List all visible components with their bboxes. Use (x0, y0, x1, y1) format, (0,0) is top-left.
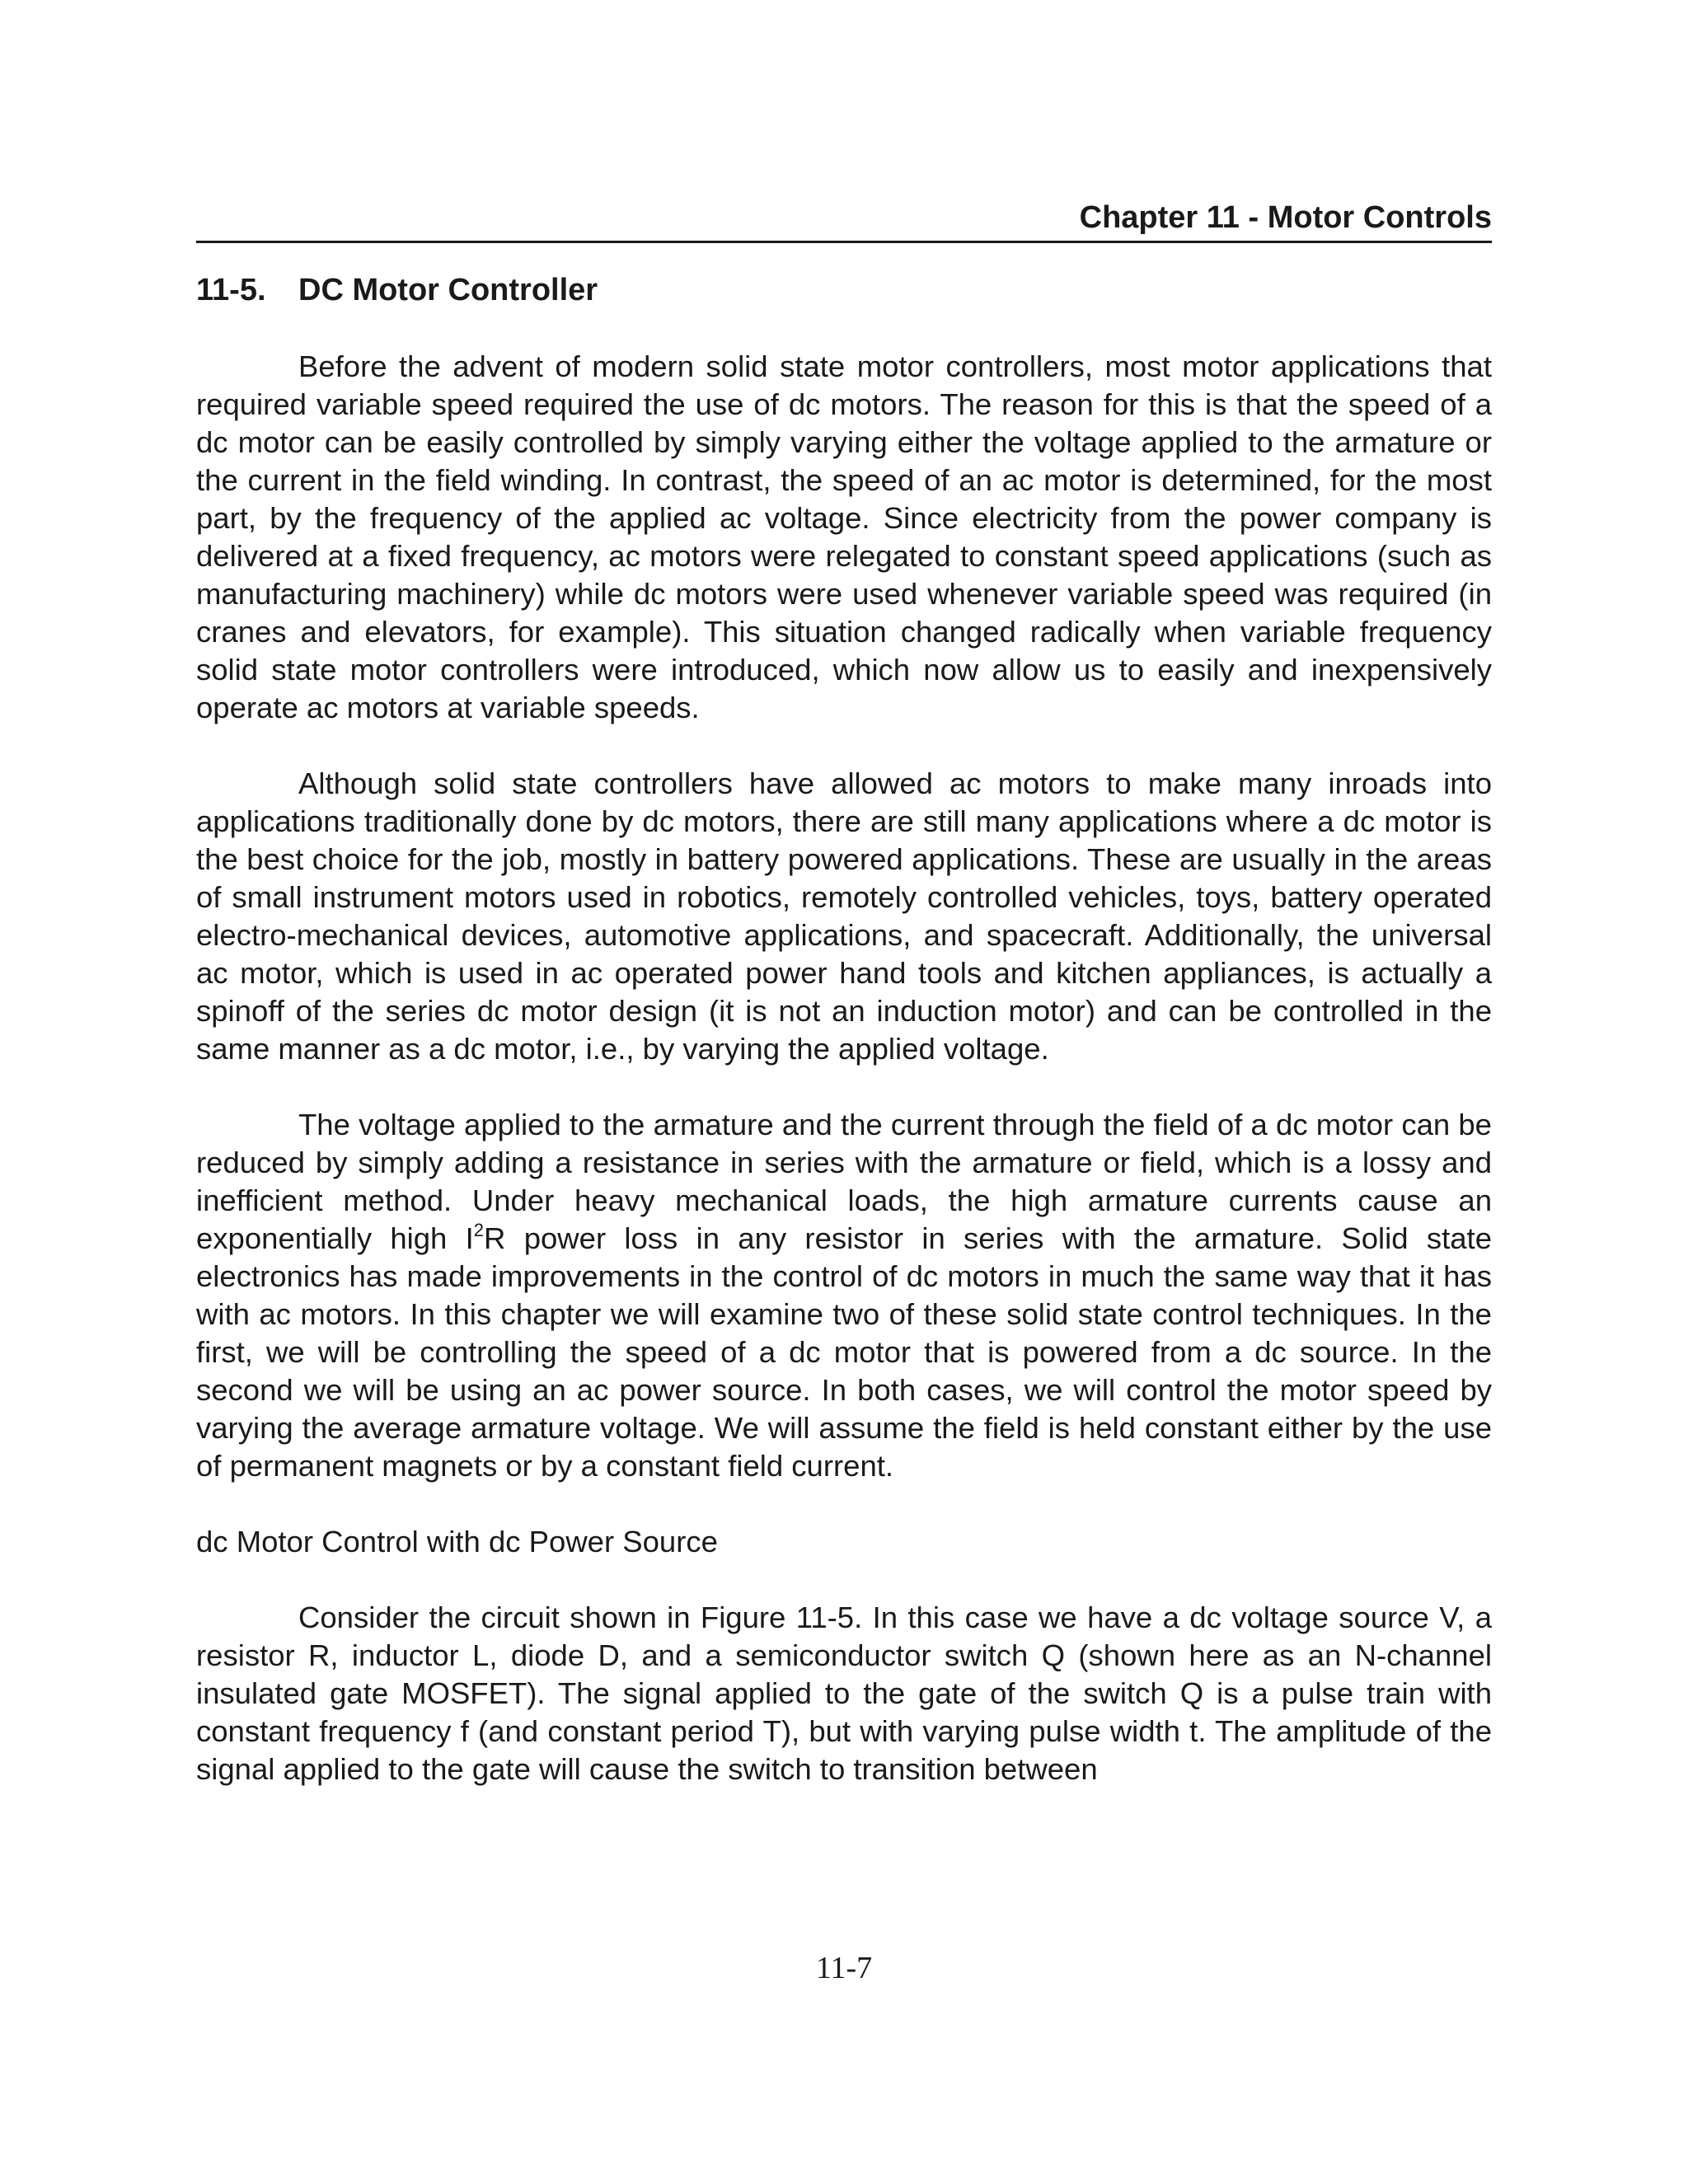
running-header: Chapter 11 - Motor Controls (1079, 200, 1492, 235)
paragraph-3-text-b: R power loss in any resistor in series with the armature. Solid state electronics has made improvements in the control of dc motors in much the same way that it has with ac motors. In this chapter we will examine two of these solid state control techniques. In the first, we will be controlling the speed of a dc motor that is powered from a dc source. In the second we will be using an ac power source. In both cases, we will control the motor speed by varying the average armature voltage. We will assume the field is held constant either by the use of permanent magnets or by a constant field current. (196, 1221, 1492, 1483)
superscript-2: 2 (473, 1219, 485, 1240)
paragraph-2: Although solid state controllers have allowed ac motors to make many inroads into applications traditionally done by dc motors, there are still many applications where a dc motor is the best choice for the job, mostly in battery powered applications. These are usually in the areas of small instrument motors used in robotics, remotely controlled vehicles, toys, battery operated electro-mechanical devices, automotive applications, and spacecraft. Additionally, the universal ac motor, which is used in ac operated power hand tools and kitchen appliances, is actually a spinoff of the series dc motor design (it is not an induction motor) and can be controlled in the same manner as a dc motor, i.e., by varying the applied voltage. (196, 766, 1492, 1066)
section-number: 11-5. (196, 273, 266, 307)
document-page (196, 0, 1492, 2184)
page-number: 11-7 (815, 1951, 873, 1985)
body-text (196, 348, 1492, 1788)
paragraph-4: Consider the circuit shown in Figure 11-5. In this case we have a dc voltage source V, a resistor R, inductor L, diode D, and a semiconductor switch Q (shown here as an N-channel insulated gate MOSFET). The signal applied to the gate of the switch Q is a pulse train with constant frequency f (and constant period T), but with varying pulse width t. The amplitude of the signal applied to the gate will cause the switch to transition between (196, 1601, 1492, 1786)
section-title: DC Motor Controller (298, 273, 598, 307)
section-heading (196, 270, 598, 310)
paragraph-3-text-a: The voltage applied to the armature and the current through the field of a dc motor can be reduced by simply adding a resistance in series with the armature or field, which is a lossy and inefficient method. Under heavy mechanical loads, the high armature currents cause an exponentially high I (196, 1108, 1492, 1255)
subsection-heading: dc Motor Control with dc Power Source (196, 1525, 718, 1558)
header-rule (196, 241, 1492, 243)
paragraph-1: Before the advent of modern solid state motor controllers, most motor applications that required variable speed required the use of dc motors. The reason for this is that the speed of a dc motor can be easily controlled by simply varying either the voltage applied to the armature or the current in the field winding. In contrast, the speed of an ac motor is determined, for the most part, by the frequency of the applied ac voltage. Since electricity from the power company is delivered at a fixed frequency, ac motors were relegated to constant speed applications (such as manufacturing machinery) while dc motors were used whenever variable speed was required (in cranes and elevators, for example). This situation changed radically when variable frequency solid state motor controllers were introduced, which now allow us to easily and inexpensively operate ac motors at variable speeds. (196, 349, 1492, 724)
paragraph-3 (196, 1106, 1492, 1485)
